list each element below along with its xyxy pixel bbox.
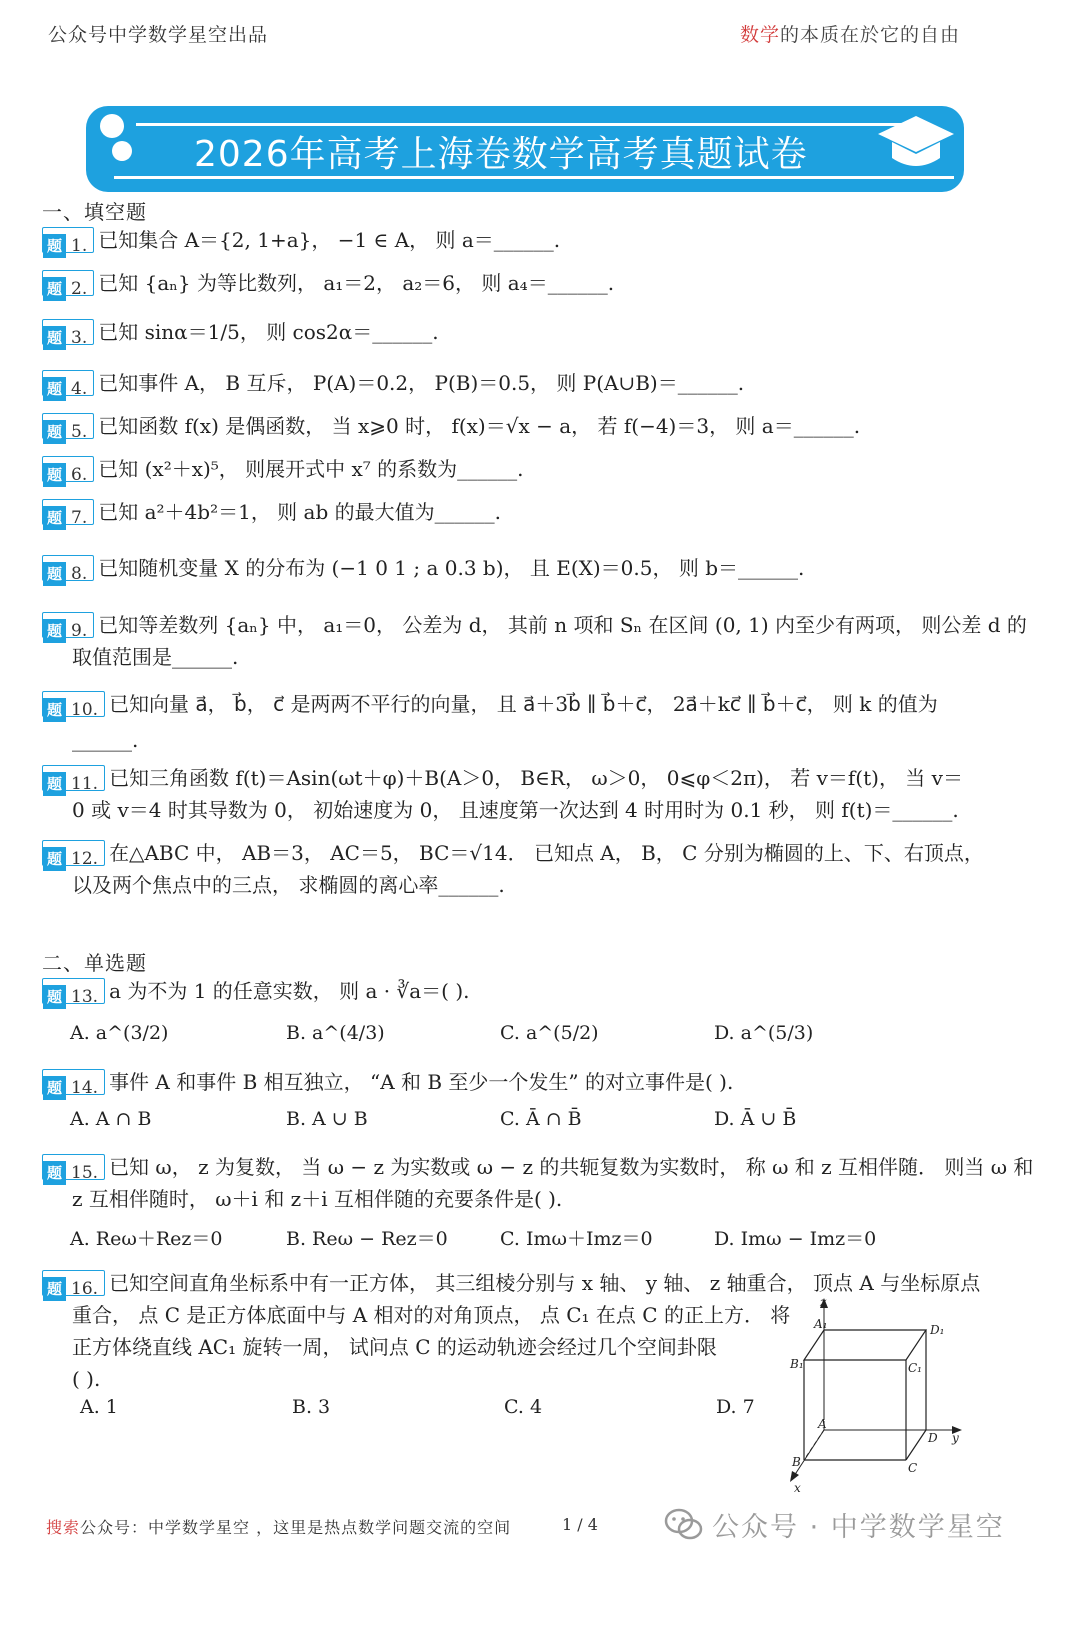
option-d: D. Imω − Imz＝0 <box>714 1228 877 1250</box>
question-text: 已知 sinα＝1/5， 则 cos2α＝______. <box>98 320 439 344</box>
question-text: 已知 (x²＋x)⁵， 则展开式中 x⁷ 的系数为______. <box>98 457 524 481</box>
option-b: B. Reω − Rez＝0 <box>286 1228 448 1250</box>
question-number: 4. <box>71 378 88 399</box>
question-number-tag <box>42 499 94 528</box>
vertex-label-d: D <box>928 1431 938 1445</box>
question-number-tag <box>42 612 94 641</box>
option-d: D. Ā ∪ B̄ <box>714 1108 797 1130</box>
question-text: 已知空间直角坐标系中有一正方体， 其三组棱分别与 x 轴、 y 轴、 z 轴重合， 顶点 A 与坐标原点 <box>109 1271 981 1295</box>
question-number: 6. <box>71 464 88 485</box>
question-tag-label: 题 <box>43 234 66 258</box>
option-a: A. Reω＋Rez＝0 <box>70 1228 223 1250</box>
question-text: 已知三角函数 f(t)＝Asin(ωt＋φ)＋B(A＞0， B∈R， ω＞0， 0⩽φ＜2π)， 若 v＝f(t)， 当 v＝ <box>109 766 963 790</box>
option-a: A. 1 <box>80 1396 118 1418</box>
vertex-label-c1: C₁ <box>908 1361 922 1375</box>
question-item <box>42 609 1042 673</box>
question-tag-label: 题 <box>43 619 66 643</box>
section-heading-single: 二、单选题 <box>42 951 147 975</box>
question-number-tag <box>42 413 94 442</box>
question-text: 已知集合 A＝{2, 1+a}， −1 ∈ A， 则 a＝______. <box>98 228 561 252</box>
header-right-text <box>740 20 960 47</box>
question-item <box>42 367 1042 399</box>
vertex-label-a1: A₁ <box>814 1317 828 1331</box>
question-number: 12. <box>71 848 99 869</box>
question-text: 已知 a²＋4b²＝1， 则 ab 的最大值为______. <box>98 500 501 524</box>
cube-edge <box>906 1430 926 1460</box>
question-number-tag <box>42 319 94 348</box>
question-number: 11. <box>71 773 99 794</box>
question-item <box>42 410 1042 442</box>
option-b: B. a^(4/3) <box>286 1022 385 1044</box>
question-number-tag <box>42 1154 105 1183</box>
question-tag-label: 题 <box>43 1277 66 1301</box>
question-item <box>42 975 1042 1007</box>
question-number-tag <box>42 456 94 485</box>
question-item <box>42 762 1042 826</box>
question-text: 已知随机变量 X 的分布为 (−1 0 1 ; a 0.3 b)， 且 E(X)＝0.5， 则 b＝______. <box>98 556 805 580</box>
question-tag-label: 题 <box>43 277 66 301</box>
question-tag-label: 题 <box>43 772 66 796</box>
question-number-tag <box>42 765 105 794</box>
option-b: B. A ∪ B <box>286 1108 368 1130</box>
question-text: 已知函数 f(x) 是偶函数， 当 x⩾0 时， f(x)＝√x − a， 若 f(−4)＝3， 则 a＝______. <box>98 414 861 438</box>
option-a: A. a^(3/2) <box>70 1022 169 1044</box>
axis-label-x: x <box>794 1481 801 1495</box>
question-number: 10. <box>71 699 99 720</box>
question-tag-label: 题 <box>43 506 66 530</box>
question-item <box>42 1066 1042 1098</box>
question-tag-label: 题 <box>43 1076 66 1100</box>
question-tag-label: 题 <box>43 1161 66 1185</box>
header-right-accent: 数学 <box>739 24 780 46</box>
page-number: 1 / 4 <box>562 1515 598 1534</box>
question-number: 15. <box>71 1162 99 1183</box>
option-d: D. a^(5/3) <box>714 1022 814 1044</box>
vertex-label-b1: B₁ <box>790 1357 804 1371</box>
question-item <box>42 453 1042 485</box>
vertex-label-c: C <box>908 1461 918 1475</box>
question-tag-label: 题 <box>43 377 66 401</box>
question-tag-label: 题 <box>43 985 66 1009</box>
axis-label-y: y <box>952 1431 959 1445</box>
question-number-tag <box>42 1270 105 1299</box>
banner-dot <box>100 114 124 138</box>
section-heading-fill: 一、填空题 <box>42 200 147 224</box>
header-left-text: 公众号中学数学星空出品 <box>48 24 269 46</box>
question-text: 已知事件 A， B 互斥， P(A)＝0.2， P(B)＝0.5， 则 P(A∪B)＝______. <box>98 371 745 395</box>
question-number-tag <box>42 227 94 256</box>
wechat-icon <box>664 1508 704 1542</box>
question-item <box>42 688 1042 756</box>
footer-search-accent: 搜索 <box>46 1518 81 1537</box>
question-text-continued: z 互相伴随时， ω＋i 和 z＋i 互相伴随的充要条件是( ). <box>72 1187 563 1211</box>
banner-dot <box>112 141 132 161</box>
page-title: 2026年高考上海卷数学高考真题试卷 <box>194 134 808 175</box>
question-number: 3. <box>71 327 88 348</box>
title-banner <box>86 106 964 192</box>
question-text: a 为不为 1 的任意实数， 则 a · ∛a＝( ). <box>109 979 470 1003</box>
question-number-tag <box>42 1069 105 1098</box>
question-text-continued: 0 或 v＝4 时其导数为 0， 初始速度为 0， 且速度第一次达到 4 时用时为 0.1 秒， 则 f(t)＝______. <box>72 798 959 822</box>
question-item <box>42 837 1042 901</box>
cube-top-face <box>804 1330 926 1360</box>
graduation-cap-icon <box>876 112 956 178</box>
cube-diagram <box>780 1290 980 1500</box>
question-text-continued: ( ). <box>72 1367 101 1391</box>
question-number: 2. <box>71 278 88 299</box>
question-item <box>42 552 1042 584</box>
header-right-rest: 的本质在於它的自由 <box>779 24 960 46</box>
footer-search-rest: 公众号：中学数学星空 ，这里是热点数学问题交流的空间 <box>80 1518 512 1537</box>
question-tag-label: 题 <box>43 326 66 350</box>
option-c: C. Imω＋Imz＝0 <box>500 1228 653 1250</box>
question-item <box>42 1151 1042 1215</box>
vertex-label-a: A <box>818 1417 827 1431</box>
question-tag-label: 题 <box>43 698 66 722</box>
option-a: A. A ∩ B <box>70 1108 152 1130</box>
axis-label-z: z <box>820 1295 827 1309</box>
question-number-tag <box>42 840 105 869</box>
question-text-continued: ______. <box>72 728 139 752</box>
question-number: 5. <box>71 421 88 442</box>
question-number: 7. <box>71 507 88 528</box>
question-item <box>42 316 1042 348</box>
question-text: 已知向量 a⃗， b⃗， c⃗ 是两两不平行的向量， 且 a⃗＋3b⃗ ∥ b⃗＋c⃗， 2a⃗＋kc⃗ ∥ b⃗＋c⃗， 则 k 的值为 <box>109 692 938 716</box>
question-tag-label: 题 <box>43 420 66 444</box>
question-tag-label: 题 <box>43 847 66 871</box>
question-number-tag <box>42 691 105 720</box>
option-b: B. 3 <box>292 1396 331 1418</box>
question-text-continued: 重合， 点 C 是正方体底面中与 A 相对的对角顶点， 点 C₁ 在点 C 的正上方． 将 <box>72 1303 791 1327</box>
question-text: 在△ABC 中， AB＝3， AC＝5， BC＝√14． 已知点 A， B， C 分别为椭圆的上、下、右顶点， <box>109 841 984 865</box>
vertex-label-d1: D₁ <box>930 1323 945 1337</box>
question-tag-label: 题 <box>43 562 66 586</box>
question-text: 已知等差数列 {aₙ} 中， a₁＝0， 公差为 d， 其前 n 项和 Sₙ 在区间 (0, 1) 内至少有两项， 则公差 d 的 <box>98 613 1027 637</box>
option-d: D. 7 <box>716 1396 755 1418</box>
question-number: 16. <box>71 1278 99 1299</box>
question-tag-label: 题 <box>43 463 66 487</box>
question-text: 已知 {aₙ} 为等比数列， a₁＝2， a₂＝6， 则 a₄＝______. <box>98 271 615 295</box>
question-number: 8. <box>71 563 88 584</box>
option-c: C. a^(5/2) <box>500 1022 599 1044</box>
watermark-text: 公众号 · 中学数学星空 <box>712 1512 1005 1543</box>
question-text-continued: 取值范围是______. <box>72 645 239 669</box>
option-c: C. Ā ∩ B̄ <box>500 1108 582 1130</box>
question-text: 已知 ω， z 为复数， 当 ω − z 为实数或 ω − z 的共轭复数为实数时， 称 ω 和 z 互相伴随． 则当 ω 和 <box>109 1155 1034 1179</box>
vertex-label-b: B <box>792 1455 801 1469</box>
question-item <box>42 496 1042 528</box>
question-text-continued: 以及两个焦点中的三点， 求椭圆的离心率______. <box>72 873 505 897</box>
question-text-continued: 正方体绕直线 AC₁ 旋转一周， 试问点 C 的运动轨迹会经过几个空间卦限 <box>72 1335 717 1359</box>
question-item <box>42 267 1042 299</box>
footer-search-text <box>46 1515 511 1538</box>
question-number-tag <box>42 978 105 1007</box>
question-number: 9. <box>71 620 88 641</box>
question-number-tag <box>42 370 94 399</box>
question-number-tag <box>42 270 94 299</box>
question-number: 14. <box>71 1077 99 1098</box>
question-number: 13. <box>71 986 99 1007</box>
question-number: 1. <box>71 235 88 256</box>
option-c: C. 4 <box>504 1396 543 1418</box>
question-number-tag <box>42 555 94 584</box>
question-text: 事件 A 和事件 B 相互独立， “A 和 B 至少一个发生” 的对立事件是( ). <box>109 1070 734 1094</box>
question-item <box>42 224 1042 256</box>
